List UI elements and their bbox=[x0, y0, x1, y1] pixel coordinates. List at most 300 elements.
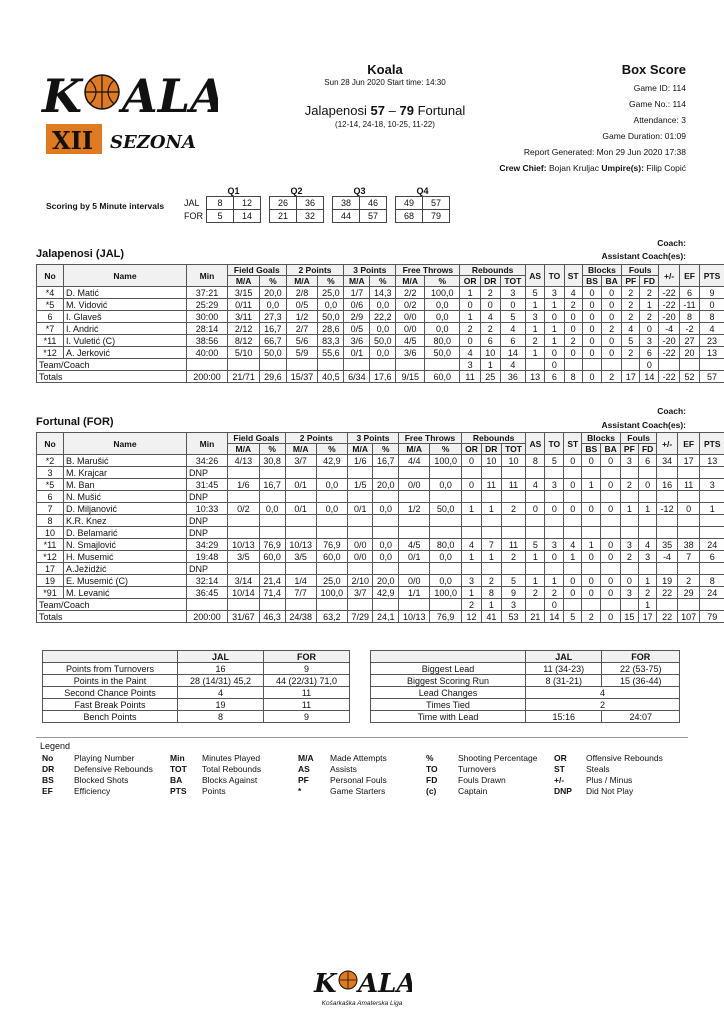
stat-cell: 4 bbox=[564, 287, 582, 299]
stat-cell bbox=[399, 515, 430, 527]
interval-cell: 49 bbox=[396, 197, 423, 210]
stat-cell: 10:33 bbox=[187, 503, 228, 515]
stat-cell bbox=[373, 467, 399, 479]
legend-desc: Total Rebounds bbox=[202, 764, 262, 774]
away-score: 79 bbox=[399, 103, 414, 118]
legend-desc: Plus / Minus bbox=[586, 775, 633, 785]
stat-cell: 17 bbox=[622, 371, 640, 383]
stat-cell bbox=[545, 515, 564, 527]
summary-value: 28 (14/31) 45,2 bbox=[178, 675, 264, 687]
col-header: +/- bbox=[659, 265, 680, 287]
stat-cell: DNP bbox=[187, 467, 228, 479]
stat-cell: 11 bbox=[501, 539, 526, 551]
stat-cell bbox=[285, 467, 316, 479]
stat-cell: 0 bbox=[582, 371, 601, 383]
stat-cell bbox=[700, 527, 724, 539]
legend-desc: Minutes Played bbox=[202, 753, 261, 763]
stat-cell: 5 bbox=[564, 611, 582, 623]
stat-cell: 23 bbox=[700, 335, 724, 347]
stat-cell: 3 bbox=[500, 287, 525, 299]
stat-cell: 1 bbox=[526, 575, 545, 587]
stat-cell: 1 bbox=[564, 551, 582, 563]
stat-cell: 1/7 bbox=[344, 287, 370, 299]
interval-quarter: Q2 bbox=[290, 186, 303, 196]
team2-coach-label: Coach: bbox=[657, 406, 686, 416]
stat-cell bbox=[285, 515, 316, 527]
legend-title: Legend bbox=[40, 741, 71, 751]
col-header: EF bbox=[680, 265, 700, 287]
legend-desc: Offensive Rebounds bbox=[586, 753, 663, 763]
stat-cell: 20,0 bbox=[260, 287, 286, 299]
stat-cell: 76,9 bbox=[259, 539, 285, 551]
stat-cell bbox=[700, 599, 724, 611]
stat-cell: 2 bbox=[602, 371, 622, 383]
stat-cell: 15 bbox=[620, 611, 638, 623]
stat-cell: 0 bbox=[564, 503, 582, 515]
stat-cell: 0 bbox=[602, 299, 622, 311]
player-row bbox=[37, 527, 724, 539]
legend-key: DNP bbox=[554, 786, 572, 796]
stat-cell bbox=[430, 467, 461, 479]
stat-cell: 1/4 bbox=[285, 575, 316, 587]
player-row bbox=[37, 335, 724, 347]
stat-cell: 27,3 bbox=[260, 311, 286, 323]
stat-cell: 16,7 bbox=[260, 323, 286, 335]
stat-cell: 8 bbox=[680, 311, 700, 323]
stat-cell: 8 bbox=[564, 371, 582, 383]
col-header: ST bbox=[564, 433, 582, 455]
stat-cell bbox=[638, 563, 657, 575]
stat-cell: 24 bbox=[700, 539, 724, 551]
stat-cell bbox=[482, 515, 502, 527]
summary-value: 9 bbox=[264, 663, 350, 675]
stat-cell: 0 bbox=[602, 335, 622, 347]
stat-cell: 4 bbox=[700, 323, 724, 335]
stat-cell: 14 bbox=[500, 347, 525, 359]
stat-cell: 0 bbox=[601, 551, 621, 563]
stat-cell: 30:00 bbox=[187, 311, 228, 323]
col-header: 3 Points bbox=[344, 265, 396, 276]
col-header: 2 Points bbox=[286, 265, 344, 276]
stat-cell: 5 bbox=[501, 575, 526, 587]
stat-cell bbox=[564, 515, 582, 527]
stat-cell: 50,0 bbox=[425, 347, 460, 359]
player-row bbox=[37, 455, 724, 467]
stat-cell bbox=[347, 527, 373, 539]
legend-key: Min bbox=[170, 753, 185, 763]
stat-cell bbox=[396, 359, 425, 371]
stat-cell: 1 bbox=[545, 335, 564, 347]
stat-cell: 7/29 bbox=[347, 611, 373, 623]
intervals-label: Scoring by 5 Minute intervals bbox=[46, 201, 165, 211]
stat-cell bbox=[582, 563, 601, 575]
stat-cell: 34:29 bbox=[187, 539, 228, 551]
stat-cell: *5 bbox=[37, 299, 64, 311]
stat-cell: 0 bbox=[582, 575, 601, 587]
interval-team: JAL bbox=[184, 198, 200, 208]
stat-cell: 22,2 bbox=[370, 311, 396, 323]
game-meta bbox=[426, 62, 686, 176]
stat-cell: 3 bbox=[620, 587, 638, 599]
legend-divider bbox=[36, 737, 688, 738]
stat-cell: 34:26 bbox=[187, 455, 228, 467]
footer-basketball-icon bbox=[339, 971, 357, 989]
stat-cell: 21,4 bbox=[259, 575, 285, 587]
stat-cell: 4 bbox=[461, 539, 481, 551]
stat-cell bbox=[228, 527, 260, 539]
stat-cell: 0,0 bbox=[370, 323, 396, 335]
league-logo bbox=[38, 62, 218, 162]
col-subheader: DR bbox=[480, 276, 500, 287]
stat-cell bbox=[482, 491, 502, 503]
col-subheader: M/A bbox=[396, 276, 425, 287]
team-coach-row bbox=[37, 599, 724, 611]
player-row bbox=[37, 323, 724, 335]
stat-cell: 0 bbox=[480, 299, 500, 311]
stat-cell: 10/13 bbox=[228, 539, 260, 551]
stat-cell: 0 bbox=[640, 359, 659, 371]
stat-cell: 6 bbox=[700, 551, 724, 563]
stat-cell: -2 bbox=[680, 323, 700, 335]
stat-cell: 4 bbox=[460, 347, 480, 359]
stat-cell: -20 bbox=[659, 311, 680, 323]
player-name: M. Levanić bbox=[64, 587, 187, 599]
stat-cell: 40,5 bbox=[318, 371, 344, 383]
stat-cell bbox=[620, 563, 638, 575]
stat-cell: 0 bbox=[582, 323, 601, 335]
stat-cell: 19:48 bbox=[187, 551, 228, 563]
stat-cell: 2 bbox=[525, 335, 544, 347]
player-name: B. Marušić bbox=[64, 455, 187, 467]
stat-cell: 1 bbox=[461, 551, 481, 563]
summary-value: 15 (36-44) bbox=[602, 675, 680, 687]
stat-cell bbox=[187, 359, 228, 371]
col-subheader: M/A bbox=[344, 276, 370, 287]
stat-cell bbox=[259, 491, 285, 503]
player-name: I. Glaveš bbox=[64, 311, 187, 323]
stat-cell: 2 bbox=[620, 551, 638, 563]
stat-cell bbox=[228, 563, 260, 575]
legend-key: No bbox=[42, 753, 54, 763]
summary-label: Times Tied bbox=[371, 699, 526, 711]
stat-cell bbox=[430, 527, 461, 539]
player-name: H. Musemić bbox=[64, 551, 187, 563]
stat-cell: 50,0 bbox=[318, 311, 344, 323]
col-subheader: M/A bbox=[228, 276, 260, 287]
col-subheader: BA bbox=[602, 276, 622, 287]
stat-cell: 0/1 bbox=[285, 479, 316, 491]
stat-cell: 3 bbox=[620, 539, 638, 551]
totals-label: Totals bbox=[37, 611, 187, 623]
stat-cell: 0,0 bbox=[259, 503, 285, 515]
stat-cell: 0/1 bbox=[344, 347, 370, 359]
stat-cell: 1 bbox=[525, 299, 544, 311]
stat-cell: 2 bbox=[602, 323, 622, 335]
stat-cell: 2/9 bbox=[344, 311, 370, 323]
legend-desc: Playing Number bbox=[74, 753, 135, 763]
stat-cell bbox=[620, 599, 638, 611]
col-subheader: M/A bbox=[286, 276, 318, 287]
stat-cell: 0,0 bbox=[373, 539, 399, 551]
col-header: +/- bbox=[657, 433, 677, 455]
stat-cell: 2 bbox=[620, 479, 638, 491]
stat-cell bbox=[659, 359, 680, 371]
game-id: Game ID: 114 bbox=[633, 83, 686, 93]
stat-cell: 0 bbox=[460, 299, 480, 311]
stat-cell: 0 bbox=[601, 479, 621, 491]
stat-cell: 21 bbox=[526, 611, 545, 623]
stat-cell: 5 bbox=[545, 455, 564, 467]
stat-cell bbox=[430, 563, 461, 575]
stat-cell: 0,0 bbox=[260, 299, 286, 311]
stat-cell bbox=[620, 527, 638, 539]
stat-cell: 1 bbox=[525, 347, 544, 359]
stat-cell bbox=[620, 467, 638, 479]
stat-cell bbox=[430, 515, 461, 527]
stat-cell: 0/11 bbox=[228, 299, 260, 311]
stat-cell: 1 bbox=[638, 599, 657, 611]
stat-cell: *11 bbox=[37, 539, 64, 551]
player-row bbox=[37, 515, 724, 527]
stat-cell: 1 bbox=[482, 503, 502, 515]
stat-cell bbox=[285, 563, 316, 575]
stat-cell: 2 bbox=[564, 335, 582, 347]
stat-cell: 15/37 bbox=[286, 371, 318, 383]
legend-key: TO bbox=[426, 764, 438, 774]
stat-cell: *12 bbox=[37, 347, 64, 359]
player-row bbox=[37, 587, 724, 599]
stat-cell bbox=[347, 515, 373, 527]
stat-cell: 0,0 bbox=[430, 551, 461, 563]
stat-cell: 1 bbox=[461, 587, 481, 599]
summary-label: Lead Changes bbox=[371, 687, 526, 699]
stat-cell: 14 bbox=[640, 371, 659, 383]
stat-cell bbox=[373, 527, 399, 539]
interval-cell: 57 bbox=[423, 197, 450, 210]
stat-cell: 0 bbox=[582, 287, 601, 299]
stat-cell: 1 bbox=[700, 503, 724, 515]
game-no: Game No.: 114 bbox=[628, 99, 686, 109]
stat-cell: 0/1 bbox=[347, 503, 373, 515]
stat-cell: 0,0 bbox=[316, 503, 347, 515]
stat-cell: 10 bbox=[37, 527, 64, 539]
stat-cell: 11 bbox=[501, 479, 526, 491]
stat-cell: 25:29 bbox=[187, 299, 228, 311]
col-header: EF bbox=[677, 433, 700, 455]
stat-cell bbox=[526, 515, 545, 527]
stat-cell: 19 bbox=[657, 575, 677, 587]
legend-desc: Fouls Drawn bbox=[458, 775, 506, 785]
stat-cell: 42,9 bbox=[373, 587, 399, 599]
stat-cell: 14 bbox=[545, 611, 564, 623]
summary-col: JAL bbox=[526, 651, 602, 663]
summary-row bbox=[43, 675, 350, 687]
stat-cell: 4 bbox=[564, 539, 582, 551]
stat-cell: 16,7 bbox=[259, 479, 285, 491]
stat-cell bbox=[601, 515, 621, 527]
player-name: A.Ježidžić bbox=[64, 563, 187, 575]
interval-cell: 79 bbox=[423, 210, 450, 223]
interval-cell: 57 bbox=[360, 210, 387, 223]
stat-cell: 9 bbox=[700, 287, 724, 299]
stat-cell bbox=[700, 515, 724, 527]
stat-cell bbox=[582, 467, 601, 479]
stat-cell bbox=[430, 491, 461, 503]
stat-cell bbox=[677, 467, 700, 479]
stat-cell: 0 bbox=[545, 347, 564, 359]
stat-cell: 0 bbox=[602, 287, 622, 299]
stat-cell: 41 bbox=[482, 611, 502, 623]
stat-cell bbox=[526, 527, 545, 539]
col-subheader: % bbox=[318, 276, 344, 287]
stat-cell bbox=[285, 599, 316, 611]
stat-cell bbox=[344, 359, 370, 371]
summary-value: 16 bbox=[178, 663, 264, 675]
stat-cell: 0/5 bbox=[286, 299, 318, 311]
stat-cell: 11 bbox=[482, 479, 502, 491]
stat-cell: 2 bbox=[677, 575, 700, 587]
stat-cell: 0 bbox=[461, 455, 481, 467]
stat-cell bbox=[501, 563, 526, 575]
stat-cell: 2 bbox=[582, 611, 601, 623]
stat-cell: *2 bbox=[37, 455, 64, 467]
logo-season: SEZONA bbox=[110, 132, 196, 153]
stat-cell: 3 bbox=[545, 479, 564, 491]
summary-right-table bbox=[370, 650, 680, 723]
col-header: AS bbox=[526, 433, 545, 455]
stat-cell: 4 bbox=[500, 323, 525, 335]
col-subheader: BS bbox=[582, 276, 601, 287]
interval-cell: 8 bbox=[207, 197, 234, 210]
stat-cell: 2 bbox=[622, 299, 640, 311]
stat-cell bbox=[501, 491, 526, 503]
col-subheader: TOT bbox=[501, 444, 526, 455]
stat-cell: 3 bbox=[545, 539, 564, 551]
interval-quarter: Q4 bbox=[416, 186, 429, 196]
stat-cell: 4 bbox=[480, 311, 500, 323]
stat-cell: 1 bbox=[638, 575, 657, 587]
stat-cell: 36:45 bbox=[187, 587, 228, 599]
stat-cell: 0 bbox=[601, 503, 621, 515]
stat-cell bbox=[620, 491, 638, 503]
stat-cell bbox=[399, 563, 430, 575]
summary-col: JAL bbox=[178, 651, 264, 663]
col-subheader: % bbox=[316, 444, 347, 455]
summary-value: 22 (53-75) bbox=[602, 663, 680, 675]
stat-cell: 10 bbox=[501, 455, 526, 467]
summary-value: 11 bbox=[264, 687, 350, 699]
col-header: Min bbox=[187, 265, 228, 287]
summary-label: Fast Break Points bbox=[43, 699, 178, 711]
stat-cell bbox=[259, 599, 285, 611]
interval-row bbox=[182, 197, 450, 210]
interval-cell: 32 bbox=[297, 210, 324, 223]
stat-cell bbox=[316, 527, 347, 539]
stat-cell: 3/6 bbox=[396, 347, 425, 359]
stat-cell: 6 bbox=[680, 287, 700, 299]
stat-cell bbox=[399, 599, 430, 611]
stat-cell: 10 bbox=[482, 455, 502, 467]
stat-cell: 19 bbox=[37, 575, 64, 587]
stat-cell: 2/7 bbox=[286, 323, 318, 335]
stat-cell: 0 bbox=[582, 503, 601, 515]
stat-cell: 100,0 bbox=[430, 587, 461, 599]
stat-cell bbox=[657, 527, 677, 539]
stat-cell: 29 bbox=[677, 587, 700, 599]
stat-cell: 2 bbox=[460, 323, 480, 335]
stat-cell: 0 bbox=[601, 587, 621, 599]
interval-cell: 68 bbox=[396, 210, 423, 223]
stat-cell: 0 bbox=[545, 551, 564, 563]
col-header: PTS bbox=[700, 265, 724, 287]
stat-cell: -4 bbox=[659, 323, 680, 335]
stat-cell bbox=[601, 599, 621, 611]
stat-cell: *12 bbox=[37, 551, 64, 563]
stat-cell: 0,0 bbox=[430, 575, 461, 587]
stat-cell: 2/10 bbox=[347, 575, 373, 587]
stat-cell: 0 bbox=[582, 299, 601, 311]
stat-cell: 0 bbox=[677, 503, 700, 515]
umpire-label: Umpire(s): bbox=[601, 163, 644, 173]
stat-cell: 25 bbox=[480, 371, 500, 383]
col-header: Free Throws bbox=[399, 433, 462, 444]
stat-cell: 38 bbox=[677, 539, 700, 551]
stat-cell bbox=[622, 359, 640, 371]
stat-cell: 0 bbox=[461, 479, 481, 491]
stat-cell: 55,6 bbox=[318, 347, 344, 359]
stat-cell: 76,9 bbox=[316, 539, 347, 551]
summary-row bbox=[371, 687, 680, 699]
legend-desc: Personal Fouls bbox=[330, 775, 387, 785]
stat-cell bbox=[677, 527, 700, 539]
legend-key: ST bbox=[554, 764, 565, 774]
stat-cell: 22 bbox=[657, 587, 677, 599]
player-name: A. Jerković bbox=[64, 347, 187, 359]
stat-cell bbox=[347, 467, 373, 479]
stat-cell: 28,6 bbox=[318, 323, 344, 335]
interval-cell: 38 bbox=[333, 197, 360, 210]
intervals-table bbox=[182, 186, 450, 223]
stat-cell: 0 bbox=[601, 455, 621, 467]
stat-cell: 6 bbox=[37, 491, 64, 503]
legend-key: * bbox=[298, 786, 302, 796]
legend-desc: Blocked Shots bbox=[74, 775, 129, 785]
stat-cell bbox=[638, 515, 657, 527]
totals-label: Totals bbox=[37, 371, 187, 383]
stat-cell: 4 bbox=[500, 359, 525, 371]
home-team-name: Jalapenosi bbox=[304, 103, 367, 118]
stat-cell bbox=[316, 515, 347, 527]
interval-cell: 12 bbox=[234, 197, 261, 210]
stat-cell bbox=[564, 467, 582, 479]
stat-cell bbox=[677, 599, 700, 611]
game-duration: Game Duration: 01:09 bbox=[602, 131, 686, 141]
stat-cell bbox=[461, 491, 481, 503]
totals-row bbox=[37, 611, 724, 623]
legend-desc: Steals bbox=[586, 764, 610, 774]
stat-cell: 2 bbox=[545, 587, 564, 599]
umpire-value: Filip Copić bbox=[646, 163, 686, 173]
player-row bbox=[37, 287, 724, 299]
stat-cell bbox=[601, 527, 621, 539]
stat-cell: 0 bbox=[601, 539, 621, 551]
stat-cell: 11 bbox=[677, 479, 700, 491]
stat-cell: 6 bbox=[638, 455, 657, 467]
legend-key: DR bbox=[42, 764, 55, 774]
stat-cell: 7 bbox=[37, 503, 64, 515]
stat-cell bbox=[657, 467, 677, 479]
stat-cell: -22 bbox=[659, 299, 680, 311]
